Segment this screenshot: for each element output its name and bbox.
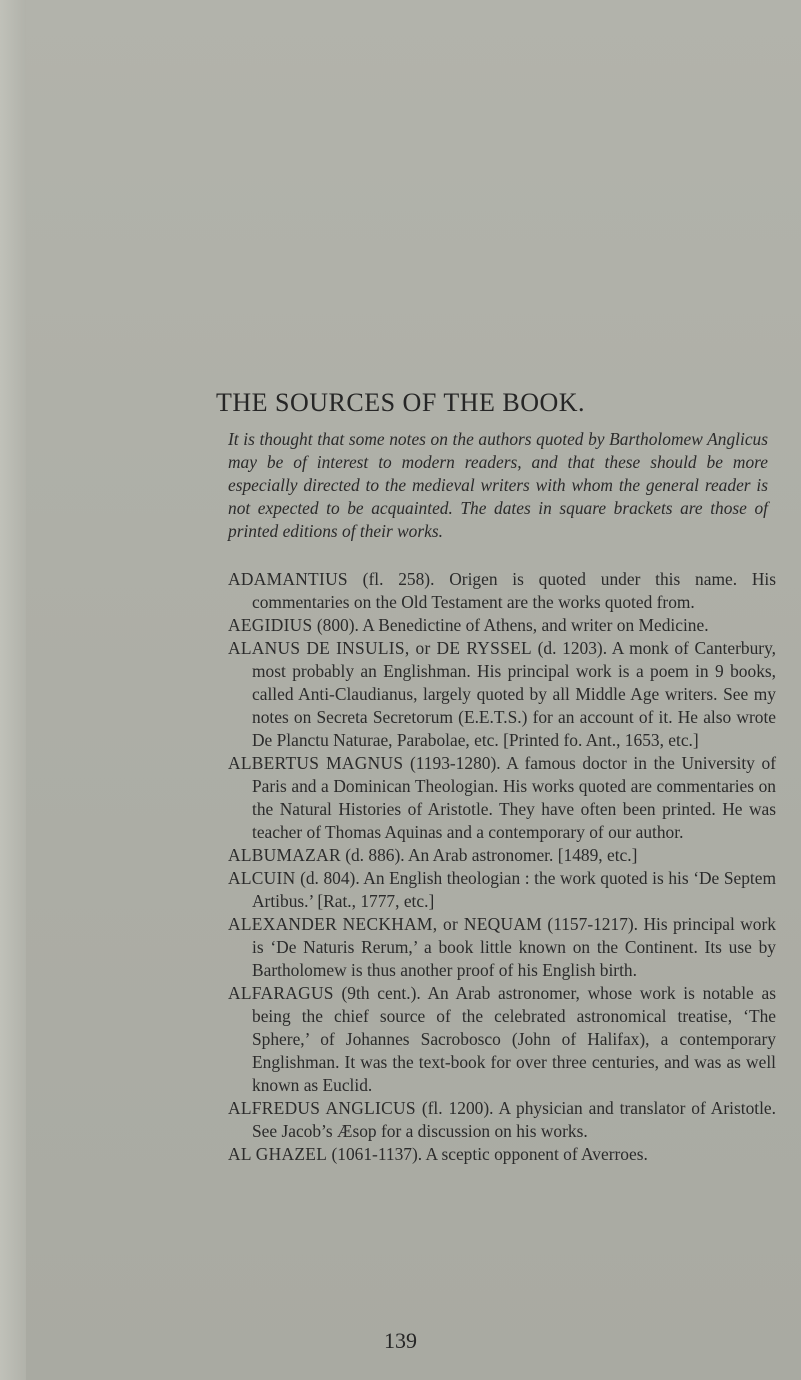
entry-albumazar (228, 844, 776, 867)
entry-text: (d. 886). An Arab astronomer. [1489, etc.] (340, 845, 638, 865)
entry-text: (9th cent.). An Arab astronomer, whose work is notable as being the chief source of the celebrated astronomical treatise, ‘The Sphere,’ of Johannes Sacrobosco (John of Halifax), a contemporary Englishman. It was the text-book for over three centuries, and was as well known as Euclid. (252, 983, 776, 1095)
page-number: 139 (384, 1328, 417, 1353)
page-title: THE SOURCES OF THE BOOK. (215, 388, 586, 417)
entry-text: (d. 1203). A monk of Canterbury, most probably an Englishman. His principal work is a poem in 9 books, called Anti-Claudianus, largely quoted by all Middle Age writers. See my notes on Secreta Secretorum (E.E.T.S.) for an account of it. He also wrote De Planctu Naturae, Parabolae, etc. [Printed fo. Ant., 1653, etc.] (252, 638, 776, 750)
entry-text: (fl. 258). Origen is quoted under this name. His commentaries on the Old Testament are the works quoted from. (252, 569, 776, 612)
entry-head: AEGIDIUS (228, 615, 313, 635)
intro-paragraph (228, 428, 768, 543)
entry-head: ALFARAGUS (228, 983, 334, 1003)
entry-head: ALBUMAZAR (228, 845, 341, 865)
entry-text: (1157-1217). His principal work is ‘De Naturis Rerum,’ a book little known on the Continent. Its use by Bartholomew is thus another proof of his English birth. (252, 914, 776, 980)
entry-text: (1061-1137). A sceptic opponent of Averroes. (327, 1144, 648, 1164)
entry-alexander (228, 913, 776, 982)
entry-al-ghazel (228, 1143, 776, 1166)
entry-aegidius (228, 614, 776, 637)
entry-alanus (228, 637, 776, 752)
entry-head: ALCUIN (228, 868, 296, 888)
intro-text: It is thought that some notes on the authors quoted by Bartholomew Anglicus may be of interest to modern readers, and that these should be more especially directed to the medieval writers with whom the general reader is not expected to be acquainted. The dates in square brackets are those of printed editions of their works. (228, 429, 768, 541)
author-entries (228, 568, 776, 1166)
entry-head: ALEXANDER NECKHAM, or NEQUAM (228, 914, 542, 934)
entry-alfredus (228, 1097, 776, 1143)
entry-text: (1193-1280). A famous doctor in the University of Paris and a Dominican Theologian. His works quoted are commentaries on the Natural Histories of Aristotle. They have often been printed. He was teacher of Thomas Aquinas and a contemporary of our author. (252, 753, 777, 842)
entry-albertus (228, 752, 776, 844)
entry-alcuin (228, 867, 776, 913)
entry-text: (d. 804). An English theologian : the work quoted is his ‘De Septem Artibus.’ [Rat., 1777, etc.] (252, 868, 776, 911)
entry-text: (fl. 1200). A physician and translator of Aristotle. See Jacob’s Æsop for a discussion on his works. (252, 1098, 776, 1141)
entry-alfaragus (228, 982, 776, 1097)
entry-adamantius (228, 568, 776, 614)
entry-head: ALBERTUS MAGNUS (228, 753, 404, 773)
entry-head: ALFREDUS ANGLICUS (228, 1098, 416, 1118)
entry-text: (800). A Benedictine of Athens, and writer on Medicine. (312, 615, 709, 635)
page-edge-shadow (0, 0, 26, 1380)
entry-head: ADAMANTIUS (228, 569, 348, 589)
entry-head: ALANUS DE INSULIS, or DE RYSSEL (228, 638, 532, 658)
entry-head: AL GHAZEL (228, 1144, 328, 1164)
